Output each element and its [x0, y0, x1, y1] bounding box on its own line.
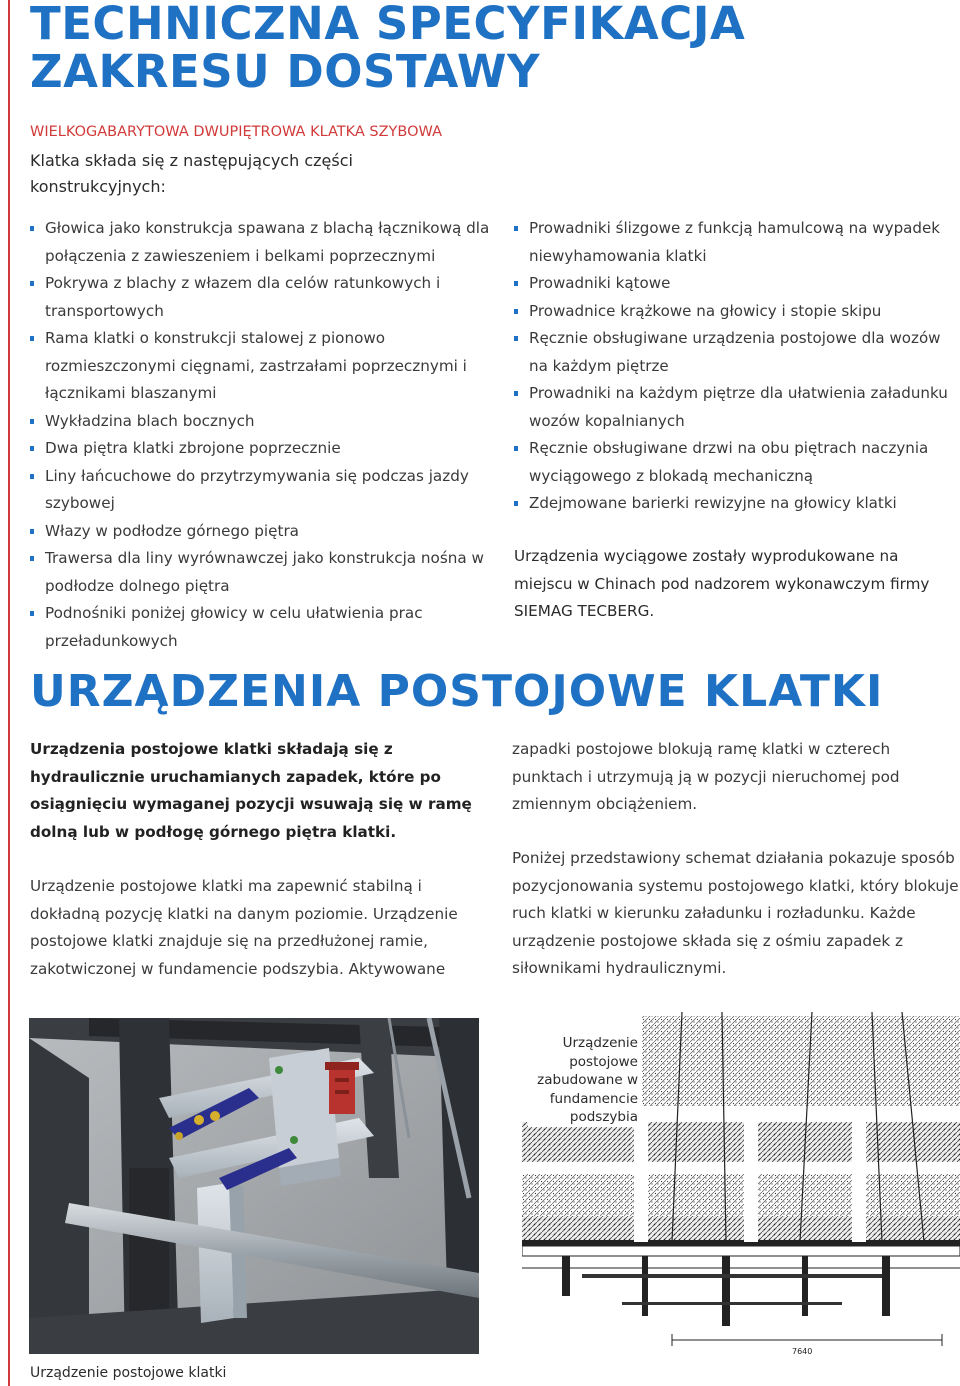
list-item — [30, 545, 500, 600]
list-item — [514, 215, 960, 270]
bullet-icon — [514, 309, 518, 314]
bullet-icon — [30, 281, 34, 286]
parking-device-photo — [29, 1018, 479, 1354]
list-item — [30, 215, 500, 270]
list-item — [514, 435, 960, 490]
bullet-icon — [30, 419, 34, 424]
bullet-icon — [30, 226, 34, 231]
bullet-icon — [514, 336, 518, 341]
left-margin-rule — [8, 0, 10, 1386]
bullet-icon — [514, 226, 518, 231]
page-title-line-1: TECHNICZNA SPECYFIKACJA — [30, 0, 746, 50]
list-item — [30, 408, 500, 436]
bullet-icon — [30, 474, 34, 479]
bullet-icon — [514, 446, 518, 451]
section-lead: Urządzenia postojowe klatki składają się z hydraulicznie uruchamianych zapadek, które po osiągnięciu wymaganej pozycji wsuwają się w ramę dolną lub w podłogę górnego piętra klatki. — [30, 740, 472, 841]
list-item — [30, 600, 500, 655]
bullet-icon — [30, 529, 34, 534]
list-item-text: Głowica jako konstrukcja spawana z blachą łącznikową dla połączenia z zawieszeniem i belkami poprzecznymi — [45, 219, 490, 265]
schematic-dimension-label: 7640 — [792, 1347, 813, 1356]
page-title — [30, 0, 745, 96]
list-item — [30, 325, 500, 408]
list-item-text: Zdejmowane barierki rewizyjne na głowicy klatki — [529, 494, 897, 512]
intro-text: Klatka składa się z następujących części konstrukcyjnych: — [30, 151, 353, 196]
list-item — [514, 270, 960, 298]
bullet-icon — [514, 501, 518, 506]
list-item-text: Liny łańcuchowe do przytrzymywania się podczas jazdy szybowej — [45, 466, 469, 512]
list-item — [514, 380, 960, 435]
left-spec-list — [30, 215, 500, 655]
body-paragraph-right-2: Poniżej przedstawiony schemat działania pokazuje sposób pozycjonowania systemu postojowego klatki, który blokuje ruch klatki w kierunku załadunku i rozładunku. Każde urządzenie postojowe składa się z ośmiu zapadek z siłownikami hydraulicznymi. — [512, 849, 959, 977]
section-title: URZĄDZENIA POSTOJOWE KLATKI — [30, 666, 884, 717]
list-item-text: Ręcznie obsługiwane urządzenia postojowe dla wozów na każdym piętrze — [529, 329, 941, 375]
list-item — [30, 518, 500, 546]
list-item-text: Ręcznie obsługiwane drzwi na obu piętrach naczynia wyciągowego z blokadą mechaniczną — [529, 439, 929, 485]
body-paragraph-left: Urządzenie postojowe klatki ma zapewnić stabilną i dokładną pozycję klatki na danym poziomie. Urządzenie postojowe klatki znajduje się na przedłużonej ramie, zakotwiczonej w fundamencie podszybia. Aktywowane — [30, 877, 458, 978]
list-item-text: Prowadnice krążkowe na głowicy i stopie skipu — [529, 301, 882, 320]
bullet-icon — [514, 281, 518, 286]
list-item-text: Prowadniki kątowe — [529, 274, 671, 292]
list-item — [514, 325, 960, 380]
page-title-line-2: ZAKRESU DOSTAWY — [30, 45, 541, 98]
body-paragraph-right-1: zapadki postojowe blokują ramę klatki w czterech punktach i utrzymują ją w pozycji nieruchomej pod zmiennym obciążeniem. — [512, 740, 900, 813]
list-item-text: Wykładzina blach bocznych — [45, 411, 255, 430]
list-item-text: Włazy w podłodze górnego piętra — [45, 521, 299, 540]
list-item — [514, 490, 960, 518]
list-item-text: Pokrywa z blachy z włazem dla celów ratunkowych i transportowych — [45, 274, 441, 320]
list-item-text: Prowadniki ślizgowe z funkcją hamulcową na wypadek niewyhamowania klatki — [529, 219, 941, 265]
right-spec-list — [514, 215, 960, 518]
section-subtitle: WIELKOGABARYTOWA DWUPIĘTROWA KLATKA SZYBOWA — [30, 124, 442, 140]
list-item — [514, 298, 960, 326]
list-item-text: Dwa piętra klatki zbrojone poprzecznie — [45, 439, 341, 457]
list-item-text: Rama klatki o konstrukcji stalowej z pionowo rozmieszczonymi cięgnami, zastrzałami poprzecznymi i łącznikami blaszanymi — [45, 329, 467, 402]
bullet-icon — [514, 391, 518, 396]
manufacturing-note: Urządzenia wyciągowe zostały wyprodukowane na miejscu w Chinach pod nadzorem wykonawczym firmy SIEMAG TECBERG. — [514, 547, 930, 620]
list-item — [30, 463, 500, 518]
bullet-icon — [30, 611, 34, 616]
photo-caption: Urządzenie postojowe klatki — [30, 1365, 227, 1381]
bullet-icon — [30, 556, 34, 561]
schematic-label: Urządzenie postojowe zabudowane w fundamencie podszybia — [528, 1034, 638, 1127]
bullet-icon — [30, 336, 34, 341]
list-item-text: Podnośniki poniżej głowicy w celu ułatwienia prac przeładunkowych — [45, 604, 423, 650]
bullet-icon — [30, 446, 34, 451]
list-item — [30, 435, 500, 463]
list-item-text: Trawersa dla liny wyrównawczej jako konstrukcja nośna w podłodze dolnego piętra — [45, 549, 484, 595]
list-item-text: Prowadniki na każdym piętrze dla ułatwienia załadunku wozów kopalnianych — [529, 384, 948, 430]
list-item — [30, 270, 500, 325]
